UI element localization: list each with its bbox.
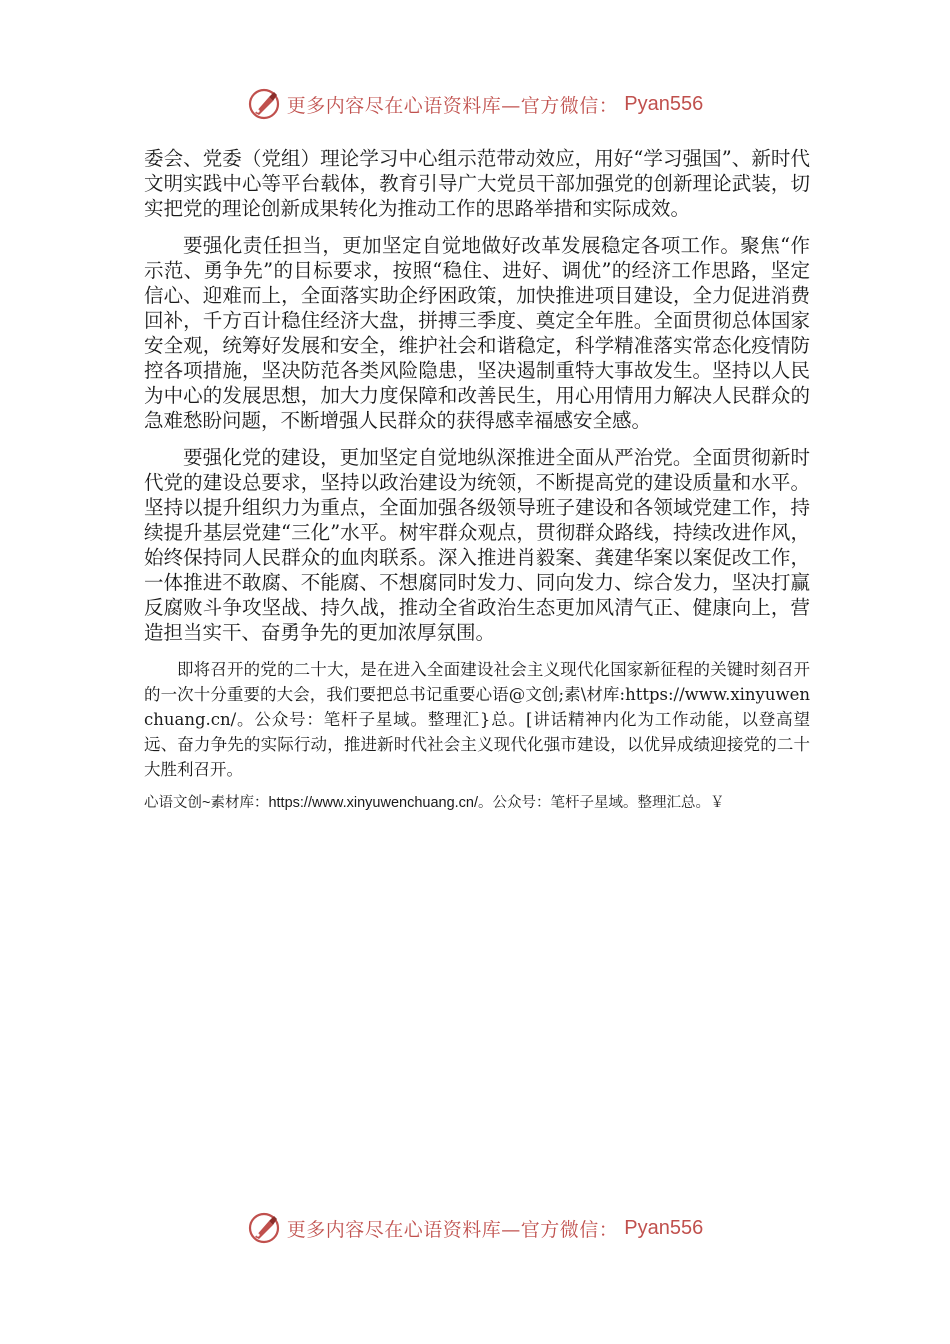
document-body [144,146,810,814]
banner-wechat-id: Pyan556 [624,92,704,115]
pen-nib-logo-icon [247,87,281,121]
header-banner [0,84,950,124]
paragraph-4: 即将召开的党的二十大，是在进入全面建设社会主义现代化国家新征程的关键时刻召开的一次十分重要的大会，我们要把总书记重要心语@文创;素\材库:https://www.xinyuwenchuang.cn/。公众号：笔杆子星域。整理汇}总。[讲话精神内化为工作动能，以登高望远、奋力争先的实际行动，推进新时代社会主义现代化强市建设，以优异成绩迎接党的二十大胜利召开。 [144,660,810,779]
paragraph-1: 委会、党委（党组）理论学习中心组示范带动效应，用好“学习强国”、新时代文明实践中心等平台载体，教育引导广大党员干部加强党的创新理论武装，切实把党的理论创新成果转化为推动工作的思路举措和实际成效。 [144,147,810,220]
source-note: 心语文创~素材库：https://www.xinyuwenchuang.cn/。公众号：笔杆子星域。整理汇总。￥ [144,795,725,811]
banner-wechat-id-bottom: Pyan556 [624,1216,704,1239]
paragraph-2: 要强化责任担当，更加坚定自觉地做好改革发展稳定各项工作。聚焦“作示范、勇争先”的目标要求，按照“稳住、进好、调优”的经济工作思路，坚定信心、迎难而上，全面落实助企纾困政策，加快推进项目建设，全力促进消费回补，千方百计稳住经济大盘，拼搏三季度、奠定全年胜。全面贯彻总体国家安全观，统筹好发展和安全，维护社会和谐稳定，科学精准落实常态化疫情防控各项措施，坚决防范各类风险隐患，坚决遏制重特大事故发生。坚持以人民为中心的发展思想，加大力度保障和改善民生，用心用情用力解决人民群众的急难愁盼问题，不断增强人民群众的获得感幸福感安全感。 [144,234,810,432]
paragraph-3: 要强化党的建设，更加坚定自觉地纵深推进全面从严治党。全面贯彻新时代党的建设总要求，坚持以政治建设为统领，不断提高党的建设质量和水平。坚持以提升组织力为重点，全面加强各级领导班子建设和各领域党建工作，持续提升基层党建“三化”水平。树牢群众观点，贯彻群众路线，持续改进作风，始终保持同人民群众的血肉联系。深入推进肖毅案、龚建华案以案促改工作，一体推进不敢腐、不能腐、不想腐同时发力、同向发力、综合发力，坚决打赢反腐败斗争攻坚战、持久战，推动全省政治生态更加风清气正、健康向上，营造担当实干、奋勇争先的更加浓厚氛围。 [144,446,810,644]
pen-nib-logo-icon [247,1211,281,1245]
footer-banner [0,1208,950,1248]
banner-text-bottom: 更多内容尽在心语资料库—官方微信： [286,1218,619,1241]
banner-text: 更多内容尽在心语资料库—官方微信： [286,94,619,117]
banner-content-bottom [247,1211,703,1245]
banner-content [247,87,703,121]
